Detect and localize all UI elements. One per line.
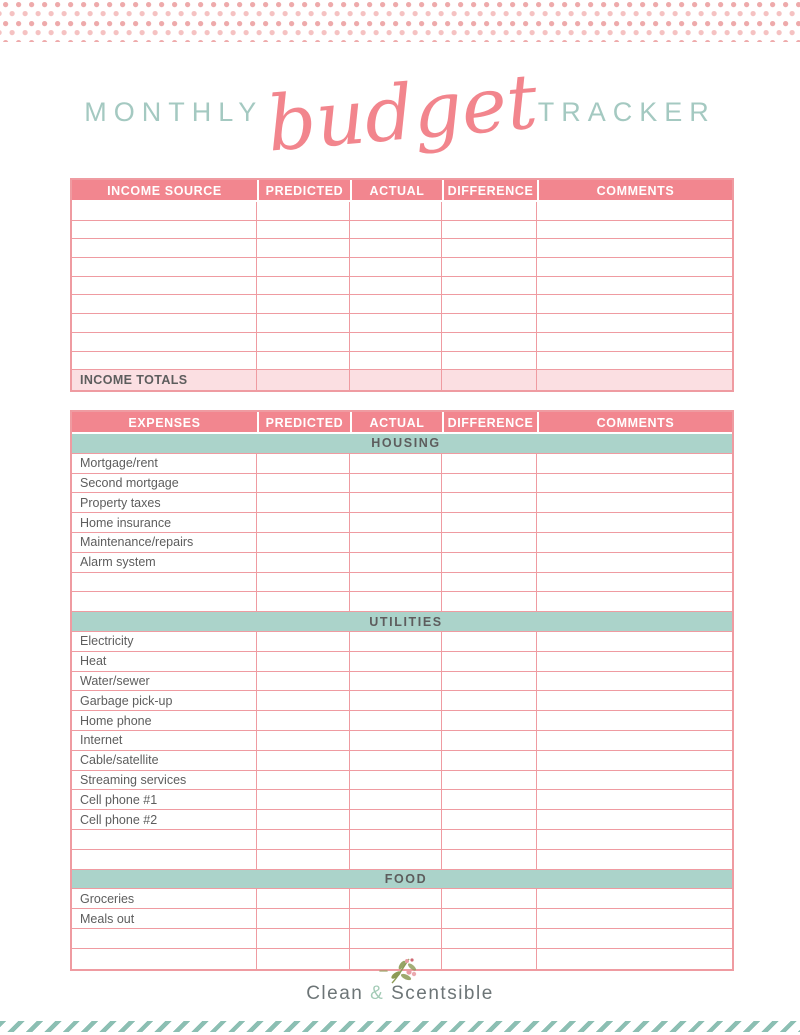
expense-row-garbage-pick-up [72,691,732,711]
section-header-housing: HOUSING [72,434,732,454]
expense-cell [442,454,537,474]
expense-cell [537,553,732,573]
expense-label-alarm-system: Alarm system [72,553,257,573]
income-row [72,221,732,240]
expense-cell [350,810,442,830]
expense-row-cell-phone-2 [72,810,732,830]
expense-cell [350,850,442,870]
expense-cell [537,592,732,612]
income-cell [350,258,442,277]
expense-cell [442,731,537,751]
expense-label-cable-satellite: Cable/satellite [72,751,257,771]
expense-cell [442,850,537,870]
income-cell [257,333,350,352]
expense-row-electricity [72,632,732,652]
expense-cell [442,553,537,573]
income-row [72,239,732,258]
expense-label-maintenance-repairs: Maintenance/repairs [72,533,257,553]
income-cell [72,333,257,352]
expense-cell [350,790,442,810]
income-cell [257,258,350,277]
expense-label-garbage-pick-up: Garbage pick-up [72,691,257,711]
expense-cell [350,533,442,553]
section-row-housing [72,434,732,454]
expense-row-mortgage-rent [72,454,732,474]
expense-cell [350,553,442,573]
expense-cell [257,592,350,612]
income-totals-row [72,370,732,390]
expense-cell [537,751,732,771]
expense-cell [257,731,350,751]
expense-cell [350,493,442,513]
expense-row-cell-phone-1 [72,790,732,810]
income-cell [442,295,537,314]
expense-cell [442,771,537,791]
expense-cell [537,454,732,474]
brand-ampersand: & [370,983,385,1004]
income-cell [350,314,442,333]
expense-cell [257,771,350,791]
expense-row-blank [72,850,732,870]
income-cell [350,295,442,314]
expense-cell [537,533,732,553]
brand-scentsible: Scentsible [391,983,494,1004]
income-cell [537,277,732,296]
expense-cell [257,889,350,909]
expense-cell [442,751,537,771]
expense-label-blank [72,850,257,870]
expense-cell [257,573,350,593]
title-budget-script: budget [263,56,542,169]
section-header-food: FOOD [72,870,732,890]
expense-cell [537,493,732,513]
income-row [72,333,732,352]
expense-cell [350,751,442,771]
expense-cell [350,672,442,692]
expense-cell [257,711,350,731]
expense-cell [537,830,732,850]
expense-cell [442,691,537,711]
income-cell [350,239,442,258]
column-header-expenses: EXPENSES [72,412,257,434]
expense-cell [257,493,350,513]
expense-cell [537,474,732,494]
expense-cell [537,850,732,870]
income-totals-cell [257,370,350,390]
income-cell [442,202,537,221]
expense-row-blank [72,830,732,850]
expense-label-groceries: Groceries [72,889,257,909]
income-cell [257,202,350,221]
expense-cell [257,909,350,929]
income-cell [257,277,350,296]
expense-label-streaming-services: Streaming services [72,771,257,791]
expense-cell [442,810,537,830]
expense-cell [537,909,732,929]
expense-label-blank [72,830,257,850]
expense-cell [442,889,537,909]
expense-cell [537,929,732,949]
expense-cell [442,790,537,810]
expense-row-groceries [72,889,732,909]
expense-label-meals-out: Meals out [72,909,257,929]
income-row [72,277,732,296]
brand-name [306,983,494,1005]
expense-cell [257,533,350,553]
expense-cell [537,691,732,711]
expense-cell [442,830,537,850]
income-row [72,352,732,371]
expense-cell [537,810,732,830]
expense-cell [442,592,537,612]
expense-cell [257,691,350,711]
income-row [72,314,732,333]
income-cell [257,352,350,371]
expense-cell [442,909,537,929]
expense-cell [442,493,537,513]
expense-cell [257,652,350,672]
expense-row-property-taxes [72,493,732,513]
income-cell [537,202,732,221]
expense-row-heat [72,652,732,672]
expense-cell [350,513,442,533]
income-cell [257,295,350,314]
expense-cell [257,810,350,830]
income-cell [72,221,257,240]
column-header-difference: DIFFERENCE [442,180,537,202]
expense-cell [257,929,350,949]
income-cell [442,277,537,296]
income-cell [442,221,537,240]
column-header-income-source: INCOME SOURCE [72,180,257,202]
expense-cell [257,830,350,850]
title-tracker: TRACKER [537,96,716,127]
income-cell [350,333,442,352]
expense-cell [537,790,732,810]
expense-label-blank [72,573,257,593]
income-cell [350,221,442,240]
expense-row-maintenance-repairs [72,533,732,553]
income-cell [350,352,442,371]
title-monthly: MONTHLY [84,96,264,127]
income-totals-label: INCOME TOTALS [72,370,257,390]
income-cell [72,295,257,314]
income-cell [442,239,537,258]
income-cell [442,333,537,352]
expense-cell [537,731,732,751]
expense-cell [257,474,350,494]
income-cell [537,295,732,314]
column-header-predicted: PREDICTED [257,180,350,202]
income-cell [537,333,732,352]
expense-label-blank [72,592,257,612]
income-cell [442,258,537,277]
expense-label-water-sewer: Water/sewer [72,672,257,692]
expense-cell [350,474,442,494]
income-cell [72,277,257,296]
income-cell [537,352,732,371]
income-cell [72,352,257,371]
income-cell [72,239,257,258]
income-header-row [72,180,732,202]
income-cell [350,277,442,296]
expense-cell [257,632,350,652]
expense-label-home-insurance: Home insurance [72,513,257,533]
expense-cell [442,513,537,533]
page-title [0,42,800,172]
expense-row-blank [72,573,732,593]
expense-cell [442,672,537,692]
expense-cell [537,711,732,731]
expense-cell [442,652,537,672]
column-header-actual: ACTUAL [350,412,442,434]
income-cell [442,352,537,371]
expense-cell [257,751,350,771]
expense-label-cell-phone-2: Cell phone #2 [72,810,257,830]
expense-label-second-mortgage: Second mortgage [72,474,257,494]
expense-row-blank [72,592,732,612]
expense-label-property-taxes: Property taxes [72,493,257,513]
income-cell [442,314,537,333]
expenses-table [70,410,734,971]
expense-row-alarm-system [72,553,732,573]
expense-cell [537,672,732,692]
expense-cell [350,691,442,711]
expense-cell [257,454,350,474]
expense-row-second-mortgage [72,474,732,494]
expense-cell [257,850,350,870]
column-header-difference: DIFFERENCE [442,412,537,434]
polka-dot-band [0,0,800,42]
column-header-comments: COMMENTS [537,412,732,434]
expense-row-cable-satellite [72,751,732,771]
expense-cell [350,592,442,612]
expense-cell [350,929,442,949]
expense-cell [442,573,537,593]
expense-cell [442,632,537,652]
expense-cell [350,771,442,791]
column-header-comments: COMMENTS [537,180,732,202]
income-row [72,295,732,314]
expense-row-streaming-services [72,771,732,791]
expense-cell [537,771,732,791]
expense-cell [257,790,350,810]
income-cell [72,258,257,277]
expense-cell [537,632,732,652]
expense-label-internet: Internet [72,731,257,751]
income-cell [72,202,257,221]
expense-cell [537,889,732,909]
expense-cell [350,711,442,731]
footer-brand [0,953,800,1013]
income-cell [537,239,732,258]
expense-label-mortgage-rent: Mortgage/rent [72,454,257,474]
section-row-food [72,870,732,890]
income-table [70,178,734,392]
column-header-actual: ACTUAL [350,180,442,202]
expense-row-meals-out [72,909,732,929]
income-cell [72,314,257,333]
section-row-utilities [72,612,732,632]
expense-label-home-phone: Home phone [72,711,257,731]
expense-cell [350,573,442,593]
income-cell [537,221,732,240]
income-row [72,202,732,221]
expense-cell [350,909,442,929]
income-row [72,258,732,277]
expense-row-home-insurance [72,513,732,533]
expense-cell [442,711,537,731]
expense-cell [442,929,537,949]
income-cell [257,221,350,240]
expense-row-water-sewer [72,672,732,692]
expense-row-home-phone [72,711,732,731]
income-totals-cell [537,370,732,390]
expense-cell [350,889,442,909]
expense-label-cell-phone-1: Cell phone #1 [72,790,257,810]
diagonal-stripe-band [0,1021,800,1032]
column-header-predicted: PREDICTED [257,412,350,434]
income-cell [257,239,350,258]
expense-cell [537,513,732,533]
expense-label-electricity: Electricity [72,632,257,652]
brand-clean: Clean [306,983,364,1004]
expense-cell [257,513,350,533]
section-header-utilities: UTILITIES [72,612,732,632]
expense-cell [442,533,537,553]
expense-row-blank [72,929,732,949]
expense-cell [350,652,442,672]
income-totals-cell [350,370,442,390]
floral-branch-icon [376,953,424,987]
expense-row-internet [72,731,732,751]
expense-label-blank [72,929,257,949]
income-cell [537,314,732,333]
expenses-header-row [72,412,732,434]
expense-cell [442,474,537,494]
expense-cell [537,652,732,672]
expense-label-heat: Heat [72,652,257,672]
expense-cell [350,454,442,474]
expense-cell [537,573,732,593]
expense-cell [350,731,442,751]
expense-cell [350,830,442,850]
expense-cell [350,632,442,652]
expense-cell [257,672,350,692]
income-cell [350,202,442,221]
income-totals-cell [442,370,537,390]
income-cell [537,258,732,277]
expense-cell [257,553,350,573]
income-cell [257,314,350,333]
